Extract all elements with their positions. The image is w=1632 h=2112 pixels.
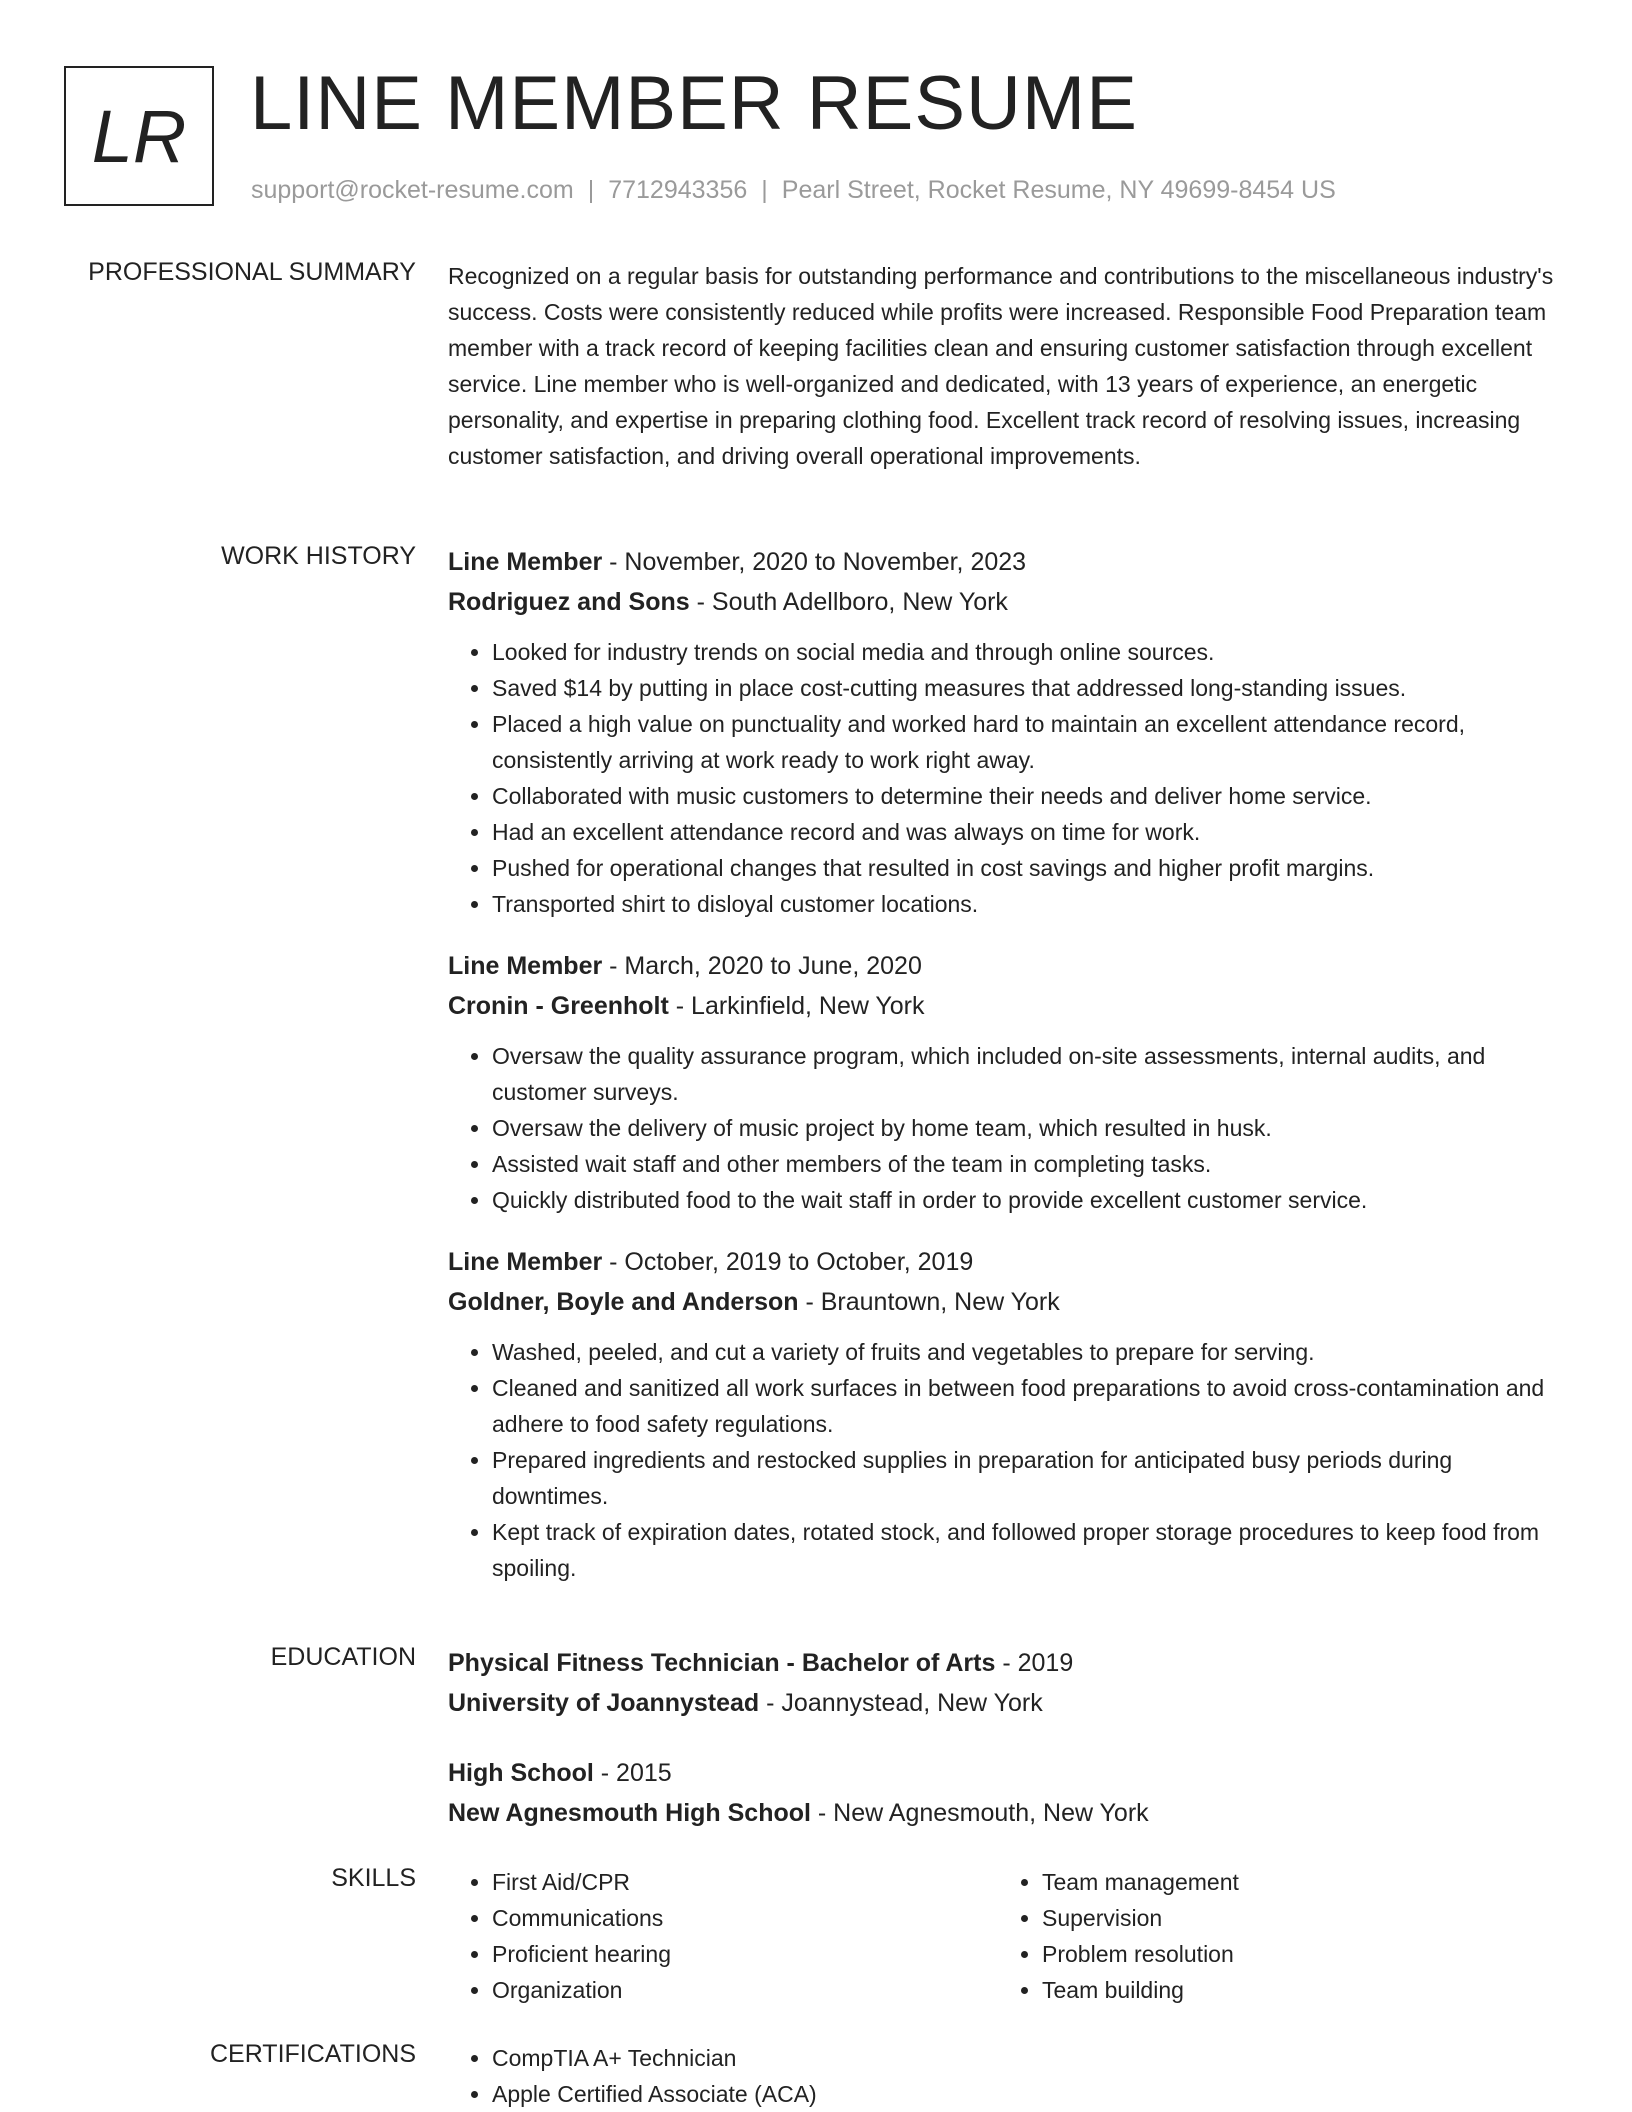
education-year: - 2019 bbox=[995, 1649, 1074, 1677]
education-school: New Agnesmouth High School bbox=[448, 1799, 811, 1827]
education-degree: Physical Fitness Technician - Bachelor of Arts bbox=[448, 1649, 996, 1677]
job-dates: - March, 2020 to June, 2020 bbox=[602, 952, 922, 980]
education-degree-line bbox=[448, 1753, 1568, 1793]
job-bullets bbox=[448, 1038, 1568, 1218]
job-bullet: • Saved $14 by putting in place cost-cutting measures that addressed long-standing issues. bbox=[492, 670, 1568, 706]
education-year: - 2015 bbox=[593, 1759, 672, 1787]
section-label-summary: PROFESSIONAL SUMMARY bbox=[88, 258, 416, 286]
monogram-logo: LR bbox=[64, 66, 214, 206]
resume-header bbox=[64, 61, 1568, 220]
section-label-education: EDUCATION bbox=[270, 1643, 416, 1671]
job-location: - Brauntown, New York bbox=[798, 1288, 1060, 1316]
resume-title: LINE MEMBER RESUME bbox=[250, 61, 1138, 146]
education-school-line bbox=[448, 1793, 1568, 1833]
job-dates: - October, 2019 to October, 2019 bbox=[602, 1248, 974, 1276]
job-location: - Larkinfield, New York bbox=[668, 992, 925, 1020]
job-bullet: • Quickly distributed food to the wait staff in order to provide excellent customer service. bbox=[492, 1182, 1568, 1218]
job-bullet: • Placed a high value on punctuality and worked hard to maintain an excellent attendance record, consistently arriving at work ready to work right away. bbox=[492, 706, 1568, 778]
job-company-line bbox=[448, 986, 1568, 1026]
job-entry bbox=[448, 1242, 1568, 1586]
education-entry bbox=[448, 1643, 1568, 1723]
job-company-line bbox=[448, 1282, 1568, 1322]
education-entry bbox=[448, 1753, 1568, 1833]
job-company: Rodriguez and Sons bbox=[448, 588, 690, 616]
job-title: Line Member bbox=[448, 1248, 603, 1276]
job-title-line bbox=[448, 1242, 1568, 1282]
work-history-body bbox=[448, 542, 1568, 1610]
skills-list-left bbox=[448, 1864, 998, 2008]
job-title-line bbox=[448, 946, 1568, 986]
contact-address: Pearl Street, Rocket Resume, NY 49699-8454 US bbox=[781, 176, 1336, 204]
certifications-body bbox=[448, 2040, 1568, 2112]
skill-item: • First Aid/CPR bbox=[492, 1864, 998, 1900]
skills-body bbox=[448, 1864, 1568, 2008]
job-bullet: • Prepared ingredients and restocked supplies in preparation for anticipated busy periods during downtimes. bbox=[492, 1442, 1568, 1514]
skills-columns bbox=[448, 1864, 1568, 2008]
job-bullet: • Kept track of expiration dates, rotated stock, and followed proper storage procedures to keep food from spoiling. bbox=[492, 1514, 1568, 1586]
skill-item: • Team management bbox=[1042, 1864, 1548, 1900]
education-location: - Joannystead, New York bbox=[759, 1689, 1043, 1717]
education-degree-line bbox=[448, 1643, 1568, 1683]
job-bullet: • Looked for industry trends on social media and through online sources. bbox=[492, 634, 1568, 670]
skills-list-right bbox=[998, 1864, 1548, 2008]
contact-separator: | bbox=[587, 176, 595, 204]
job-title: Line Member bbox=[448, 548, 603, 576]
contact-phone: 7712943356 bbox=[608, 176, 748, 204]
skill-item: • Team building bbox=[1042, 1972, 1548, 2008]
certification-item: • Apple Certified Associate (ACA) bbox=[492, 2076, 1568, 2112]
education-school-line bbox=[448, 1683, 1568, 1723]
skill-item: • Organization bbox=[492, 1972, 998, 2008]
job-company-line bbox=[448, 582, 1568, 622]
job-bullet: • Assisted wait staff and other members of the team in completing tasks. bbox=[492, 1146, 1568, 1182]
certifications-list bbox=[448, 2040, 1568, 2112]
education-body bbox=[448, 1643, 1568, 1863]
contact-line bbox=[251, 176, 1336, 205]
section-label-certifications: CERTIFICATIONS bbox=[209, 2040, 416, 2068]
education-degree: High School bbox=[448, 1759, 594, 1787]
job-bullet: • Cleaned and sanitized all work surfaces in between food preparations to avoid cross-contamination and adhere to food safety regulations. bbox=[492, 1370, 1568, 1442]
job-bullet: • Transported shirt to disloyal customer locations. bbox=[492, 886, 1568, 922]
job-bullet: • Washed, peeled, and cut a variety of fruits and vegetables to prepare for serving. bbox=[492, 1334, 1568, 1370]
contact-email: support@rocket-resume.com bbox=[251, 176, 574, 204]
skill-item: • Communications bbox=[492, 1900, 998, 1936]
job-title-line bbox=[448, 542, 1568, 582]
job-entry bbox=[448, 542, 1568, 922]
skill-item: • Proficient hearing bbox=[492, 1936, 998, 1972]
education-location: - New Agnesmouth, New York bbox=[810, 1799, 1149, 1827]
summary-body bbox=[448, 258, 1568, 474]
job-dates: - November, 2020 to November, 2023 bbox=[602, 548, 1027, 576]
skill-item: • Supervision bbox=[1042, 1900, 1548, 1936]
skill-item: • Problem resolution bbox=[1042, 1936, 1548, 1972]
job-bullet: • Oversaw the delivery of music project by home team, which resulted in husk. bbox=[492, 1110, 1568, 1146]
summary-text: Recognized on a regular basis for outstanding performance and contributions to the miscellaneous industry's success. Costs were consistently reduced while profits were increased. Responsible Food Preparation team member with a track record of keeping facilities clean and ensuring customer satisfaction through excellent service. Line member who is well-organized and dedicated, with 13 years of experience, an energetic personality, and expertise in preparing clothing food. Excellent track record of resolving issues, increasing customer satisfaction, and driving overall operational improvements. bbox=[448, 263, 1554, 469]
education-school: University of Joannystead bbox=[448, 1689, 760, 1717]
job-bullet: • Collaborated with music customers to determine their needs and deliver home service. bbox=[492, 778, 1568, 814]
job-company: Goldner, Boyle and Anderson bbox=[448, 1288, 799, 1316]
job-bullet: • Oversaw the quality assurance program, which included on-site assessments, internal audits, and customer surveys. bbox=[492, 1038, 1568, 1110]
certification-item: • CompTIA A+ Technician bbox=[492, 2040, 1568, 2076]
job-company: Cronin - Greenholt bbox=[448, 992, 669, 1020]
job-bullet: • Pushed for operational changes that resulted in cost savings and higher profit margins. bbox=[492, 850, 1568, 886]
section-label-skills: SKILLS bbox=[331, 1864, 416, 1892]
job-bullet: • Had an excellent attendance record and was always on time for work. bbox=[492, 814, 1568, 850]
job-bullets bbox=[448, 634, 1568, 922]
job-title: Line Member bbox=[448, 952, 603, 980]
job-location: - South Adellboro, New York bbox=[689, 588, 1008, 616]
job-bullets bbox=[448, 1334, 1568, 1586]
contact-separator: | bbox=[761, 176, 768, 204]
section-label-work-history: WORK HISTORY bbox=[221, 542, 416, 570]
job-entry bbox=[448, 946, 1568, 1218]
